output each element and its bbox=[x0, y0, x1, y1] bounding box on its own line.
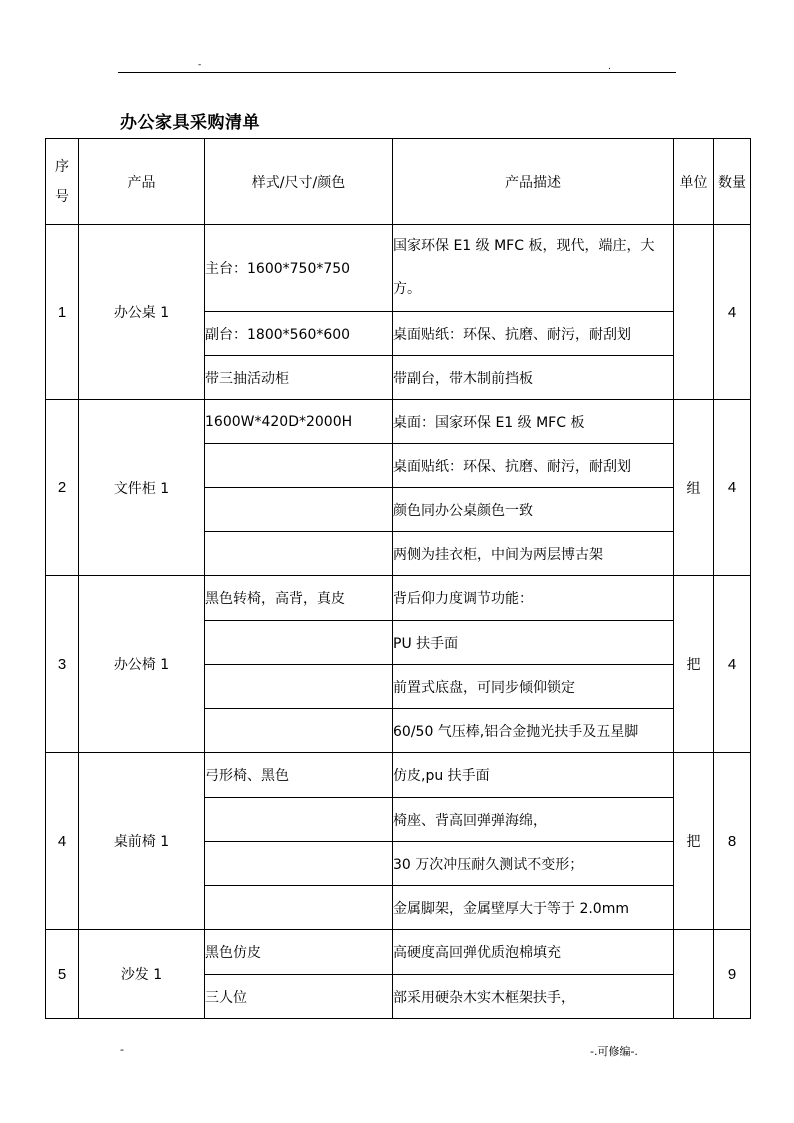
col-header-unit: 单位 bbox=[674, 139, 714, 225]
item-product: 办公桌 1 bbox=[79, 225, 205, 400]
table-row bbox=[46, 576, 751, 621]
item-spec bbox=[205, 444, 393, 488]
item-product: 沙发 1 bbox=[79, 930, 205, 1019]
item-desc: 仿皮,pu 扶手面 bbox=[393, 753, 674, 798]
item-product: 办公椅 1 bbox=[79, 576, 205, 753]
item-product: 桌前椅 1 bbox=[79, 753, 205, 930]
item-no: 2 bbox=[46, 400, 79, 576]
item-desc: 桌面贴纸：环保、抗磨、耐污，耐刮划 bbox=[393, 312, 674, 356]
item-desc: 椅座、背高回弹弹海绵， bbox=[393, 798, 674, 842]
table-row bbox=[46, 930, 751, 975]
item-unit bbox=[674, 930, 714, 1019]
item-spec: 三人位 bbox=[205, 975, 393, 1019]
item-product: 文件柜 1 bbox=[79, 400, 205, 576]
table-row bbox=[46, 400, 751, 444]
header-rule bbox=[118, 72, 676, 73]
item-desc: PU 扶手面 bbox=[393, 621, 674, 665]
item-unit: 组 bbox=[674, 400, 714, 576]
item-spec: 黑色仿皮 bbox=[205, 930, 393, 975]
header-right-mark: . bbox=[608, 62, 611, 72]
item-spec: 主台：1600*750*750 bbox=[205, 225, 393, 312]
item-no: 1 bbox=[46, 225, 79, 400]
col-header-qty: 数量 bbox=[714, 139, 751, 225]
item-qty: 4 bbox=[714, 400, 751, 576]
item-spec bbox=[205, 842, 393, 886]
item-desc: 两侧为挂衣柜，中间为两层博古架 bbox=[393, 532, 674, 576]
item-desc: 30 万次冲压耐久测试不变形； bbox=[393, 842, 674, 886]
table-row bbox=[46, 753, 751, 798]
item-spec: 1600W*420D*2000H bbox=[205, 400, 393, 444]
item-spec bbox=[205, 532, 393, 576]
col-header-desc: 产品描述 bbox=[393, 139, 674, 225]
item-no: 5 bbox=[46, 930, 79, 1019]
col-header-spec: 样式/尺寸/颜色 bbox=[205, 139, 393, 225]
item-desc: 带副台，带木制前挡板 bbox=[393, 356, 674, 400]
item-unit bbox=[674, 225, 714, 400]
item-unit: 把 bbox=[674, 576, 714, 753]
item-no: 3 bbox=[46, 576, 79, 753]
item-spec: 带三抽活动柜 bbox=[205, 356, 393, 400]
item-desc: 颜色同办公桌颜色一致 bbox=[393, 488, 674, 532]
item-no: 4 bbox=[46, 753, 79, 930]
item-desc: 金属脚架，金属壁厚大于等于 2.0mm bbox=[393, 886, 674, 930]
item-spec: 黑色转椅，高背，真皮 bbox=[205, 576, 393, 621]
col-header-no: 序号 bbox=[46, 139, 79, 225]
item-desc: 桌面贴纸：环保、抗磨、耐污，耐刮划 bbox=[393, 444, 674, 488]
item-spec bbox=[205, 665, 393, 709]
item-desc: 前置式底盘，可同步倾仰锁定 bbox=[393, 665, 674, 709]
item-qty: 8 bbox=[714, 753, 751, 930]
item-spec bbox=[205, 798, 393, 842]
item-spec bbox=[205, 886, 393, 930]
table-row bbox=[46, 225, 751, 312]
item-desc: 背后仰力度调节功能： bbox=[393, 576, 674, 621]
col-header-product: 产品 bbox=[79, 139, 205, 225]
item-spec bbox=[205, 709, 393, 753]
item-desc: 桌面：国家环保 E1 级 MFC 板 bbox=[393, 400, 674, 444]
header-left-mark: - bbox=[198, 60, 202, 70]
item-spec: 副台：1800*560*600 bbox=[205, 312, 393, 356]
item-spec: 弓形椅、黑色 bbox=[205, 753, 393, 798]
item-desc: 高硬度高回弹优质泡棉填充 bbox=[393, 930, 674, 975]
purchase-table bbox=[45, 138, 751, 1019]
page-title: 办公家具采购清单 bbox=[120, 113, 260, 133]
footer-left-mark: - bbox=[120, 1043, 124, 1056]
item-qty: 9 bbox=[714, 930, 751, 1019]
table-header-row bbox=[46, 139, 751, 225]
item-spec bbox=[205, 488, 393, 532]
item-qty: 4 bbox=[714, 576, 751, 753]
footer-right-mark: -.可修编-. bbox=[590, 1045, 638, 1058]
item-qty: 4 bbox=[714, 225, 751, 400]
item-spec bbox=[205, 621, 393, 665]
item-desc: 60/50 气压棒,铝合金抛光扶手及五星脚 bbox=[393, 709, 674, 753]
item-unit: 把 bbox=[674, 753, 714, 930]
item-desc: 部采用硬杂木实木框架扶手， bbox=[393, 975, 674, 1019]
item-desc: 国家环保 E1 级 MFC 板，现代，端庄，大方。 bbox=[393, 225, 674, 312]
